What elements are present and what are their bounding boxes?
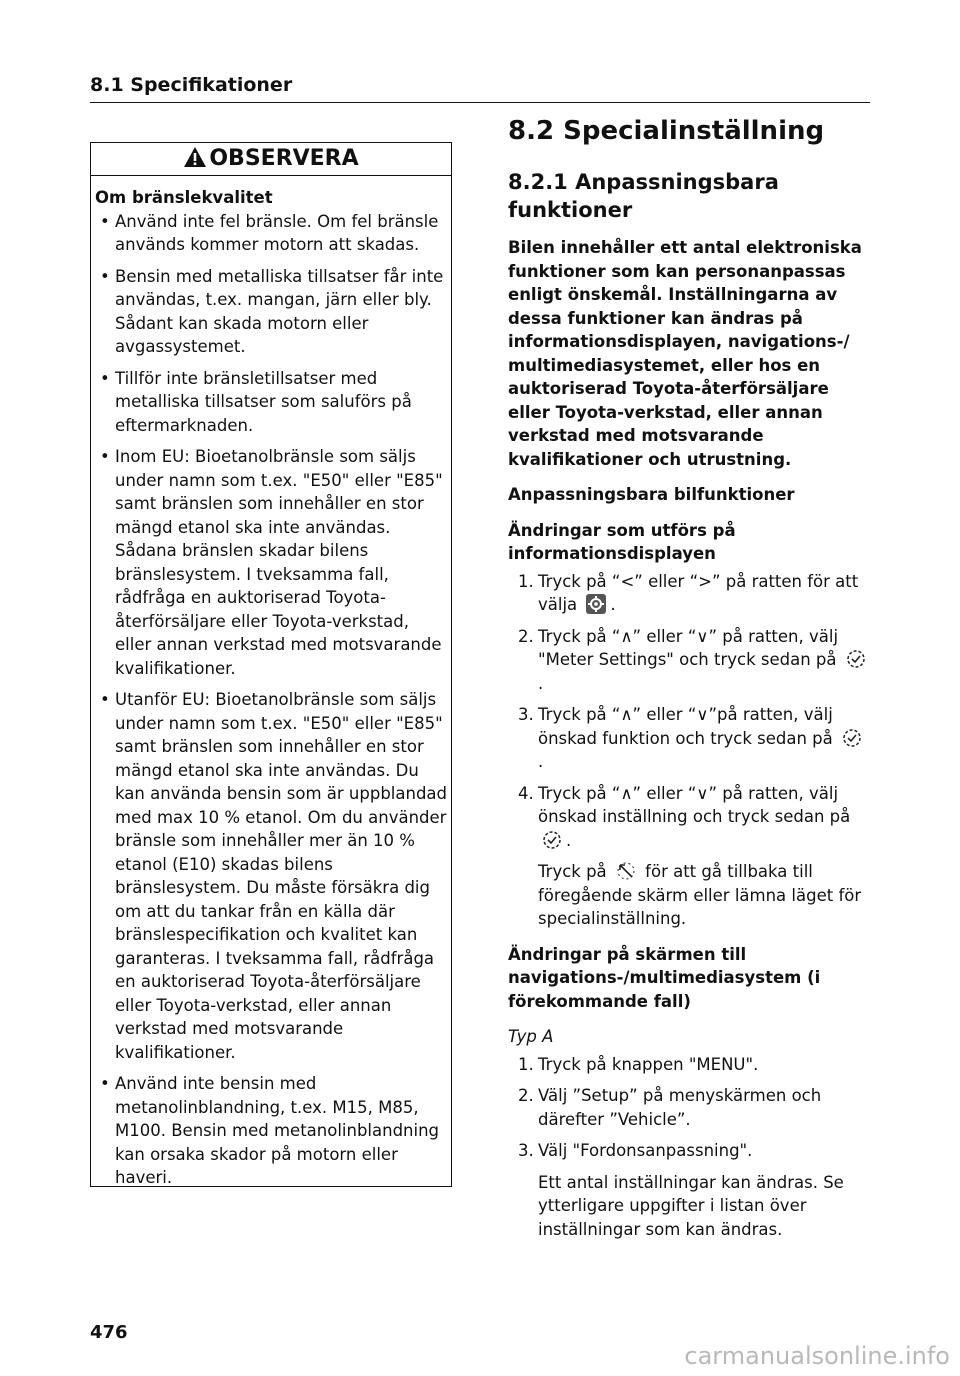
section-title: 8.2 Specialinställning [508, 116, 825, 146]
list-item: 3. Tryck på “∧” eller “∨”på ratten, välj önskad funktion och tryck sedan på . [508, 703, 870, 774]
list-item: • Utanför EU: Bioetanolbränsle som säljs under namn som t.ex. "E50" eller "E85" samt bränslen som innehåller en stor mängd etanol ska inte användas. Du kan använda bensin som är uppblandad med max 10 % etanol. Om du använder bränsle som innehåller mer än 10 % etanol (E10) skadas bilens bränslesystem. Du måste försäkra dig om att du tankar från en källa där bränslespecifikation och kvalitet kan garanteras. I tveksamma fall, rådfråga en auktoriserad Toyota-återförsäljare eller Toyota-verkstad, eller annan verkstad med motsvarande kvalifikationer. [100, 690, 448, 1062]
warning-icon [183, 146, 207, 178]
bullet: • [100, 1074, 110, 1093]
notice-title: OBSERVERA [209, 146, 359, 171]
info-display-steps [508, 570, 870, 853]
notice-subtitle: Om bränslekvalitet [95, 188, 273, 207]
list-item: 1. Tryck på knappen "MENU". [518, 1054, 759, 1074]
back-icon [616, 861, 636, 881]
list-item: • Tillför inte bränsletillsatser med metalliska tillsatser som saluförs på eftermarknaden. [100, 368, 412, 435]
list-item: • Bensin med metalliska tillsatser får inte användas, t.ex. mangan, järn eller bly. Sådant kan skada motorn eller avgassystemet. [100, 266, 444, 356]
subheading-features: Anpassningsbara bilfunktioner [508, 485, 795, 504]
list-item: 4. Tryck på “∧” eller “∨” på ratten, välj önskad inställning och tryck sedan på . [518, 783, 851, 850]
intro-paragraph: Bilen innehåller ett antal elektroniska funktioner som kan personanpassas enligt önskemål. Inställningarna av dessa funktioner kan ändras på informationsdisplayen, navigations-/ multimediasystemet, eller hos en auktoriserad Toyota-återförsäljare eller Toyota-verkstad, eller annan verkstad med motsvarande kvalifikationer och utrustning. [508, 238, 862, 469]
list-item: • Inom EU: Bioetanolbränsle som säljs under namn som t.ex. "E50" eller "E85" samt bränslen som innehåller en stor mängd etanol ska inte användas. Sådana bränslen skadar bilens bränslesystem. I tveksamma fall, rådfråga en auktoriserad Toyota-återförsäljare eller Toyota-verkstad, eller annan verkstad med motsvarande kvalifikationer. [100, 447, 443, 678]
header-divider [90, 102, 870, 103]
right-column [508, 114, 870, 1253]
settings-gear-icon [586, 594, 606, 614]
closing-paragraph: Ett antal inställningar kan ändras. Se ytterligare uppgifter i listan över inställningar som kan ändras. [538, 1172, 844, 1239]
ok-check-icon [542, 830, 562, 850]
bullet: • [100, 368, 110, 388]
list-item: 2. Välj ”Setup” på menyskärmen och därefter ”Vehicle”. [518, 1086, 822, 1129]
list-item: 2. Tryck på “∧” eller “∨” på ratten, välj "Meter Settings" och tryck sedan på . [508, 625, 870, 696]
notice-box [90, 142, 452, 1187]
type-label: Typ A [508, 1027, 554, 1046]
section-header: 8.1 Specifikationer [90, 74, 293, 96]
subsection-title: 8.2.1 Anpassningsbara funktioner [508, 170, 779, 222]
ok-check-icon [846, 649, 866, 669]
bullet: • [100, 266, 110, 286]
subheading-info-display: Ändringar som utförs på informationsdisplayen [508, 520, 736, 563]
list-item: 3. Välj "Fordonsanpassning". [518, 1141, 753, 1160]
notice-title-row [91, 143, 451, 176]
navigation-steps [508, 1053, 870, 1163]
list-item: • Använd inte fel bränsle. Om fel bränsle används kommer motorn att skadas. [100, 211, 439, 254]
list-item: • Använd inte bensin med metanolinblandning, t.ex. M15, M85, M100. Bensin med metanolinblandning kan orsaka skador på motorn eller haveri. [100, 1074, 440, 1187]
subheading-navigation: Ändringar på skärmen till navigations-/multimediasystem (i förekommande fall) [508, 944, 821, 1011]
list-item: 1. Tryck på “<” eller “>” på ratten för att välja . [518, 571, 859, 614]
watermark: carmanualsonline.info [684, 1342, 950, 1370]
bullet: • [100, 690, 110, 709]
back-instruction: Tryck på för att gå tillbaka till föregående skärm eller lämna läget för specialinställning. [538, 862, 862, 928]
ok-check-icon [842, 728, 862, 748]
bullet: • [100, 211, 110, 231]
notice-bullet-list [95, 210, 447, 1190]
bullet: • [100, 447, 110, 466]
page-number: 476 [90, 1322, 128, 1343]
